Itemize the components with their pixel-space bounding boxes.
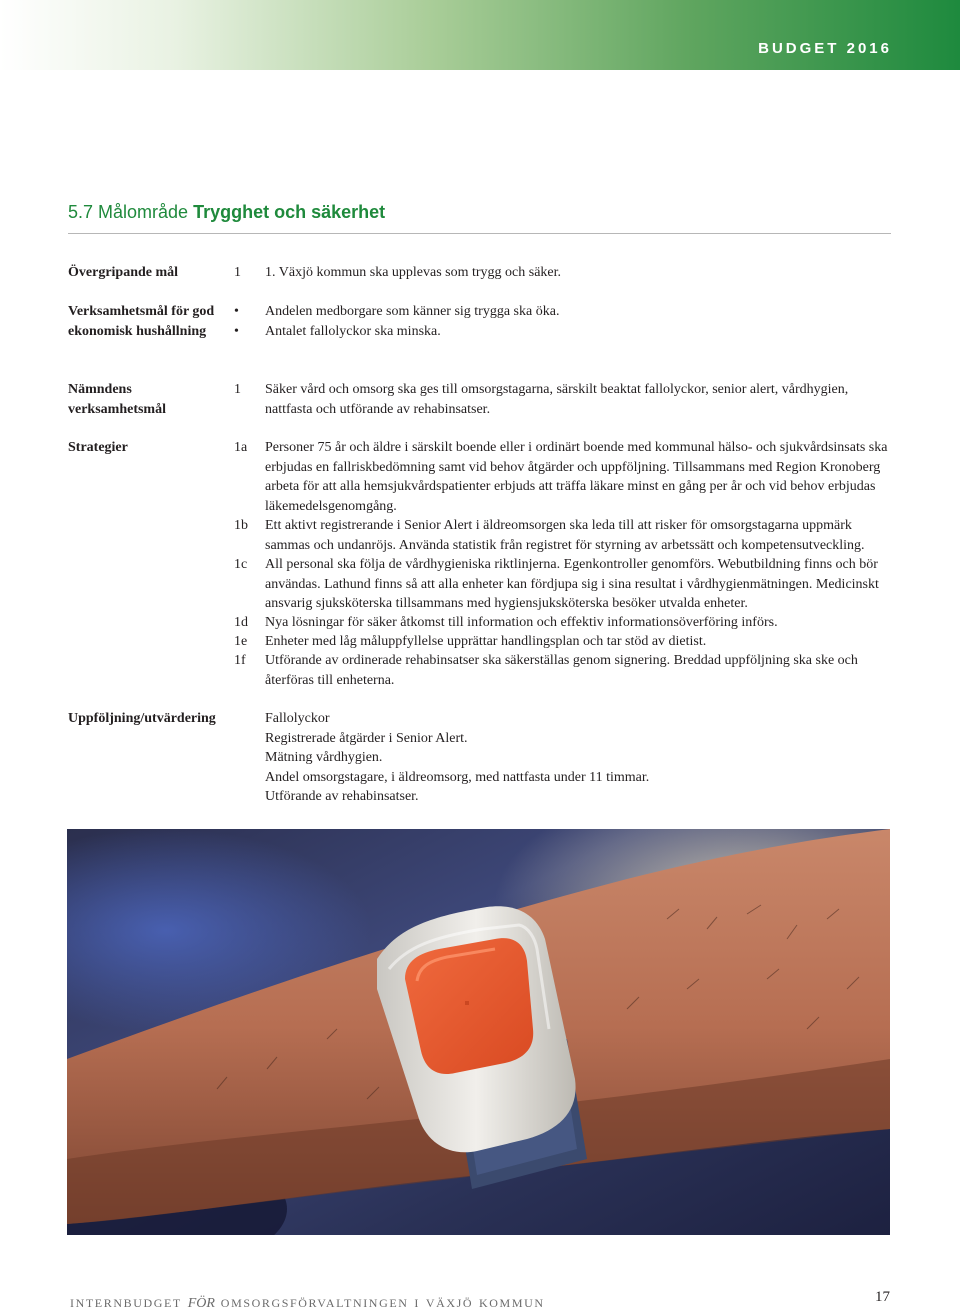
alarm-wristband-photo	[67, 829, 890, 1235]
header-banner	[0, 0, 960, 70]
strategy-num-1b: 1b	[234, 518, 248, 533]
strategy-text-1b: Ett aktivt registrerande i Senior Alert i äldreomsorgen ska leda till att risker för omsorgstagarna uppmärk sammas och undanröjs. Använda statistik från registret för styrning av arbetssätt och kompetensutveckling.	[265, 518, 865, 553]
strategy-text-1d: Nya lösningar för säker åtkomst till information och effektiv informationsöverföring införs.	[265, 615, 778, 630]
bullet-text-1: Andelen medborgare som känner sig trygga ska öka.	[265, 304, 560, 319]
strategy-text-1f: Utförande av ordinerade rehabinsatser ska säkerställas genom signering. Breddad uppföljning ska ske och återföras till enheterna.	[265, 653, 858, 688]
num-overgripande: 1	[234, 265, 241, 280]
followup-line-5: Utförande av rehabinsatser.	[265, 789, 419, 804]
strategy-text-1a: Personer 75 år och äldre i särskilt boende eller i ordinärt boende med kommunal hälso- och sjukvårdsinsats ska erbjudas en fallriskbedömning samt vid behov åtgärder och uppföljning. Tillsammans med Region Kronoberg arbeta för att alla hemsjukvårdspatienter erbjuds att träffa läkare minst en gång per år och vid behov erbjudas läkemedelsgenomgång.	[265, 440, 888, 514]
row-verksamhetsmal	[68, 302, 891, 362]
bullet-1: •	[234, 304, 239, 319]
footer-part-3: omsorgsförvaltningen i växjö kommun	[220, 1292, 545, 1311]
bullet-text-2: Antalet fallolyckor ska minska.	[265, 323, 441, 339]
label-namndens: Nämndens verksamhetsmål	[68, 382, 166, 417]
wristband-illustration	[67, 829, 890, 1235]
section-heading	[68, 202, 385, 223]
num-namndens: 1	[234, 382, 241, 397]
followup-line-1: Fallolyckor	[265, 711, 330, 726]
label-strategier: Strategier	[68, 440, 128, 455]
section-number: 5.7 Målområde	[68, 202, 189, 222]
followup-line-4: Andel omsorgstagare, i äldreomsorg, med nattfasta under 11 timmar.	[265, 769, 650, 785]
footer-publication	[70, 1290, 545, 1313]
text-namndens: Säker vård och omsorg ska ges till omsorgstagarna, särskilt beaktat fallolyckor, senior alert, vårdhygien, nattfasta och utförande av rehabinsatser.	[265, 382, 849, 417]
label-overgripande: Övergripande mål	[68, 265, 179, 280]
label-verksamhetsmal: Verksamhetsmål för god ekonomisk hushållning	[68, 304, 215, 339]
label-uppfoljning: Uppföljning/utvärdering	[68, 711, 216, 726]
row-uppfoljning	[68, 709, 891, 809]
heading-divider	[68, 233, 891, 234]
strategy-num-1e: 1e	[234, 634, 248, 649]
row-namndens	[68, 380, 891, 420]
strategy-num-1a: 1a	[234, 440, 248, 455]
strategy-text-1c: All personal ska följa de vårdhygieniska riktlinjerna. Egenkontroller genomförs. Webutbildning finns och bör användas. Lathund finns så att alla enheter kan fördjupa sig i sina resultat i vårdhygienmätningen. Medicinskt ansvarig sjuksköterska tillsammans med hygiensjuksköterska besöker utvalda enheter.	[265, 557, 879, 611]
bullet-2: •	[234, 323, 239, 339]
strategy-num-1c: 1c	[234, 557, 248, 572]
row-strategier	[68, 438, 891, 693]
strategy-num-1d: 1d	[234, 615, 248, 630]
text-overgripande: 1. Växjö kommun ska upplevas som trygg och säker.	[265, 265, 562, 280]
followup-line-3: Mätning vårdhygien.	[265, 750, 383, 765]
row-overgripande	[68, 263, 891, 285]
followup-line-2: Registrerade åtgärder i Senior Alert.	[265, 730, 468, 746]
budget-title: BUDGET 2016	[758, 40, 892, 57]
footer-part-2: för	[187, 1290, 215, 1312]
strategy-text-1e: Enheter med låg måluppfyllelse upprättar handlingsplan och tar stöd av dietist.	[265, 634, 707, 649]
page-number: 17	[875, 1289, 890, 1305]
strategy-num-1f: 1f	[234, 653, 246, 668]
section-title: Trygghet och säkerhet	[193, 202, 386, 222]
footer-part-1: internbudget	[70, 1292, 182, 1311]
